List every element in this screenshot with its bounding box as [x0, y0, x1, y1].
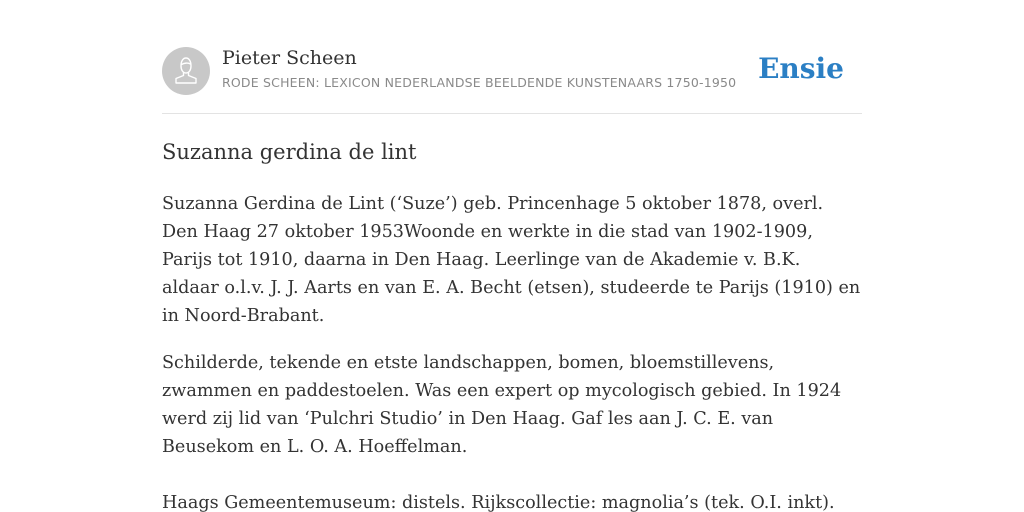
article-paragraph: Haags Gemeentemuseum: distels. Rijkscollectie: magnolia’s (tek. O.I. inkt).	[162, 493, 835, 512]
article-paragraph: Suzanna Gerdina de Lint (‘Suze’) geb. Princenhage 5 oktober 1878, overl. Den Haag 27 oktober 1953Woonde en werkte in die stad van 1902-1909, Parijs tot 1910, daarna in Den Haag. Leerlinge van de Akademie v. B.K. aldaar o.l.v. J. J. Aarts en van E. A. Becht (etsen), studeerde te Parijs (1910) en in Noord-Brabant.	[162, 194, 861, 326]
article-paragraph: Schilderde, tekende en etste landschappen, bomen, bloemstillevens, zwammen en paddestoelen. Was een expert op mycologisch gebied. In 1924 werd zij lid van ‘Pulchri Studio’ in Den Haag. Gaf les aan J. C. E. van Beusekom en L. O. A. Hoeffelman.	[162, 353, 842, 457]
article-title: Suzanna gerdina de lint	[162, 140, 417, 164]
ensie-logo[interactable]: Ensie	[758, 52, 844, 85]
header-divider	[162, 113, 862, 114]
author-name[interactable]: Pieter Scheen	[222, 47, 357, 69]
article	[162, 137, 862, 512]
author-avatar[interactable]	[162, 47, 210, 95]
author-header	[162, 46, 862, 96]
user-silhouette-icon	[162, 47, 210, 95]
source-publication[interactable]: RODE SCHEEN: LEXICON NEDERLANDSE BEELDENDE KUNSTENAARS 1750-1950	[222, 75, 737, 90]
